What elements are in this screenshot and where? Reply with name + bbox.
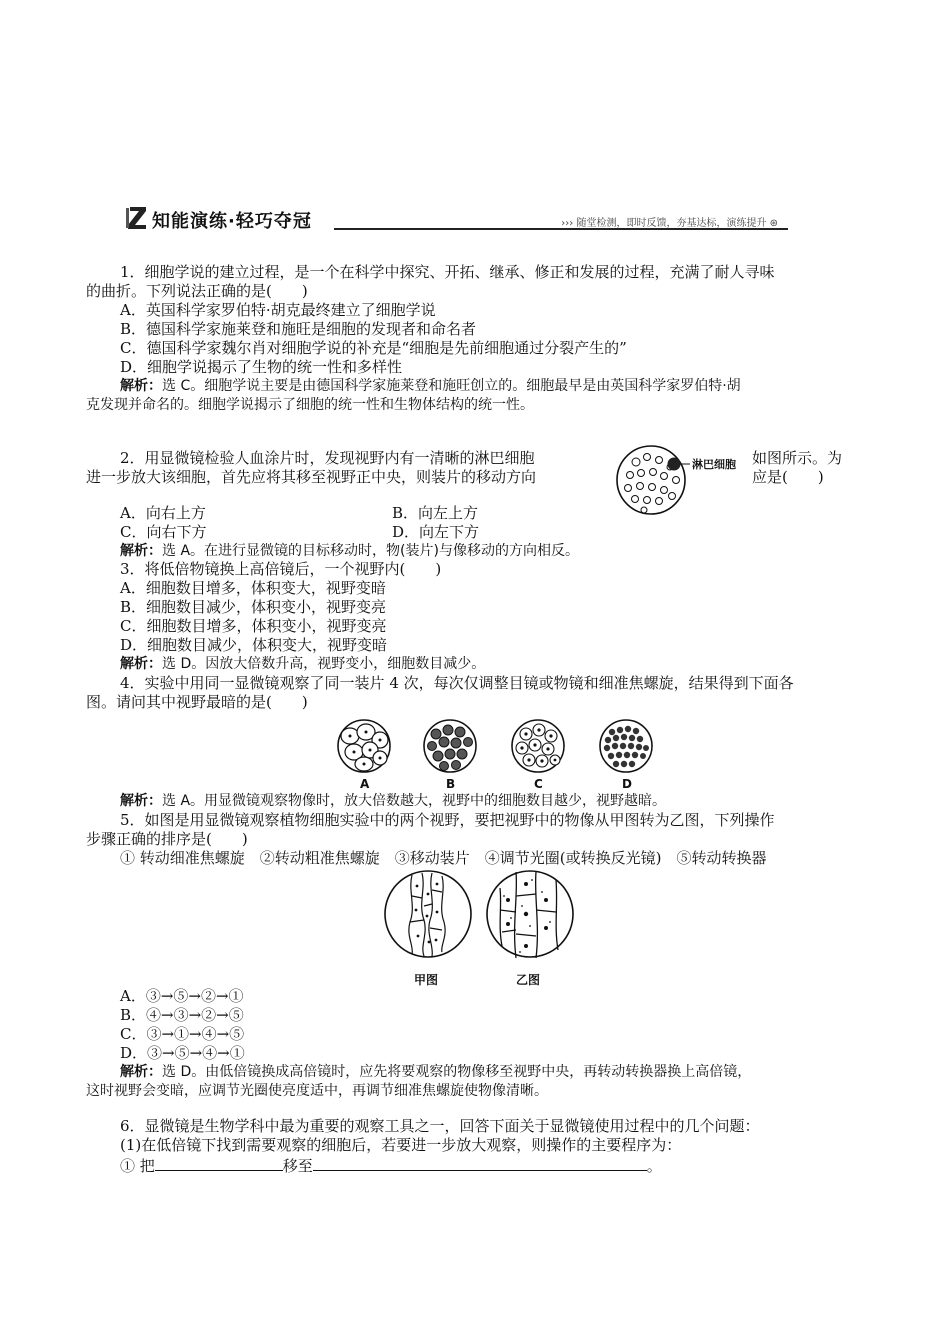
field-b-label: B [446, 777, 456, 791]
q5-option-d: D．③→⑤→④→① [120, 1044, 245, 1062]
q2-analysis-label: 解析： [120, 543, 162, 559]
field-c [512, 720, 564, 791]
field-a [338, 720, 390, 791]
q1-analysis-text1: 选 C。细胞学说主要是由德国科学家施莱登和施旺创立的。细胞最早是由英国科学家罗伯特·胡 [162, 378, 741, 394]
q5-stem-line1: 5．如图是用显微镜观察植物细胞实验中的两个视野，要把视野中的物像从甲图转为乙图，下列操作 [120, 811, 775, 829]
q1-option-a: A．英国科学家罗伯特·胡克最终建立了细胞学说 [120, 301, 436, 319]
lymphocyte-figure [614, 440, 748, 520]
q1-analysis-line2: 克发现并命名的。细胞学说揭示了细胞的统一性和生物体结构的统一性。 [86, 397, 534, 413]
q5-option-b: B．④→③→②→⑤ [120, 1006, 244, 1024]
field-a-label: A [360, 777, 370, 791]
q5-steps: ① 转动细准焦螺旋 ②转动粗准焦螺旋 ③移动装片 ④调节光圈(或转换反光镜) ⑤转动转换器 [120, 849, 767, 867]
q2-option-c: C．向右下方 [120, 523, 207, 541]
q2-option-d: D．向左下方 [392, 523, 480, 541]
field-jia [385, 871, 471, 987]
field-d [600, 720, 652, 791]
q2-option-a: A．向右上方 [120, 504, 206, 522]
q5-analysis-line2: 这时视野会变暗，应调节光圈使亮度适中，再调节细准焦螺旋使物像清晰。 [86, 1083, 548, 1099]
banner-title: 知能演练·轻巧夺冠 [152, 211, 312, 232]
q3-option-a: A．细胞数目增多，体积变大，视野变暗 [120, 579, 386, 597]
q2-option-b: B．向左上方 [392, 504, 479, 522]
z-logo-icon [126, 205, 148, 231]
microscope-fields-figure [336, 718, 666, 792]
q3-option-d: D．细胞数目减少，体积变大，视野变暗 [120, 636, 388, 654]
field-b [424, 720, 476, 791]
q5-analysis-text1: 选 D。由低倍镜换成高倍镜时，应先将要观察的物像移至视野中央，再转动转换器换上高倍镜， [162, 1064, 752, 1080]
q5-analysis-label: 解析： [120, 1064, 162, 1080]
field-c-label: C [534, 777, 543, 791]
lymphocyte-label: 淋巴细胞 [692, 458, 736, 471]
field-yi [487, 871, 573, 987]
q2-stem-part-b: 如图所示。为 [752, 449, 843, 467]
q3-option-c: C．细胞数目增多，体积变小，视野变亮 [120, 617, 387, 635]
q6-blank-2[interactable] [313, 1155, 647, 1171]
q6-fill-end: 。 [646, 1157, 662, 1175]
q4-stem-line1: 4．实验中用同一显微镜观察了同一装片 4 次，每次仅调整目镜或物镜和细准焦螺旋，结果得到下面各 [120, 674, 794, 692]
q5-option-a: A．③→⑤→②→① [120, 987, 244, 1005]
q1-option-c: C．德国科学家魏尔肖对细胞学说的补充是“细胞是先前细胞通过分裂产生的” [120, 339, 627, 357]
q1-stem-line1: 1．细胞学说的建立过程，是一个在科学中探究、开拓、继承、修正和发展的过程，充满了耐人寻味 [120, 263, 775, 281]
q6-blank-1[interactable] [155, 1155, 283, 1171]
field-d-label: D [622, 777, 632, 791]
q5-stem-line2: 步骤正确的排序是( ) [86, 830, 248, 848]
q6-stem: 6．显微镜是生物学科中最为重要的观察工具之一，回答下面关于显微镜使用过程中的几个问题： [120, 1117, 760, 1135]
q6-fill-b: 移至 [282, 1157, 313, 1175]
plant-cell-fields-figure [384, 866, 574, 990]
q2-stem-part-a: 2．用显微镜检验人血涂片时，发现视野内有一清晰的淋巴细胞 [120, 449, 535, 467]
q3-analysis-text: 选 D。因放大倍数升高，视野变小，细胞数目减少。 [162, 656, 486, 672]
q4-analysis-label: 解析： [120, 793, 162, 809]
q4-stem-line2: 图。请问其中视野最暗的是( ) [86, 693, 308, 711]
q1-stem-line2: 的曲折。下列说法正确的是( ) [86, 282, 308, 300]
q1-analysis-label: 解析： [120, 378, 162, 394]
q4-analysis-text: 选 A。用显微镜观察物像时，放大倍数越大，视野中的细胞数目越少，视野越暗。 [162, 793, 667, 809]
q6-fill-line [120, 1155, 662, 1176]
q2-analysis-text: 选 A。在进行显微镜的目标移动时，物(装片)与像移动的方向相反。 [162, 543, 579, 559]
q6-fill-a: ① 把 [120, 1157, 155, 1175]
q2-stem-part-c: 进一步放大该细胞，首先应将其移至视野正中央，则装片的移动方向 [86, 468, 537, 486]
q3-stem: 3．将低倍物镜换上高倍镜后，一个视野内( ) [120, 560, 442, 578]
q1-analysis-line1 [120, 377, 741, 396]
field-jia-label: 甲图 [414, 973, 439, 987]
q3-analysis-label: 解析： [120, 656, 162, 672]
banner-slogan: ››› 随堂检测，即时反馈，夯基达标，演练提升 ⊛ [561, 218, 778, 229]
q2-analysis [120, 542, 579, 561]
q6-sub1: (1)在低倍镜下找到需要观察的细胞后，若要进一步放大观察，则操作的主要程序为： [120, 1136, 682, 1154]
q2-stem-part-d: 应是( ) [752, 468, 824, 486]
q5-analysis-line1 [120, 1063, 751, 1082]
section-banner [120, 203, 788, 237]
q4-analysis [120, 792, 666, 811]
q3-analysis [120, 655, 485, 674]
q1-option-b: B．德国科学家施莱登和施旺是细胞的发现者和命名者 [120, 320, 477, 338]
q1-option-d: D．细胞学说揭示了生物的统一性和多样性 [120, 358, 403, 376]
field-yi-label: 乙图 [516, 973, 541, 987]
q5-option-c: C．③→①→④→⑤ [120, 1025, 245, 1043]
q3-option-b: B．细胞数目减少，体积变小，视野变亮 [120, 598, 387, 616]
